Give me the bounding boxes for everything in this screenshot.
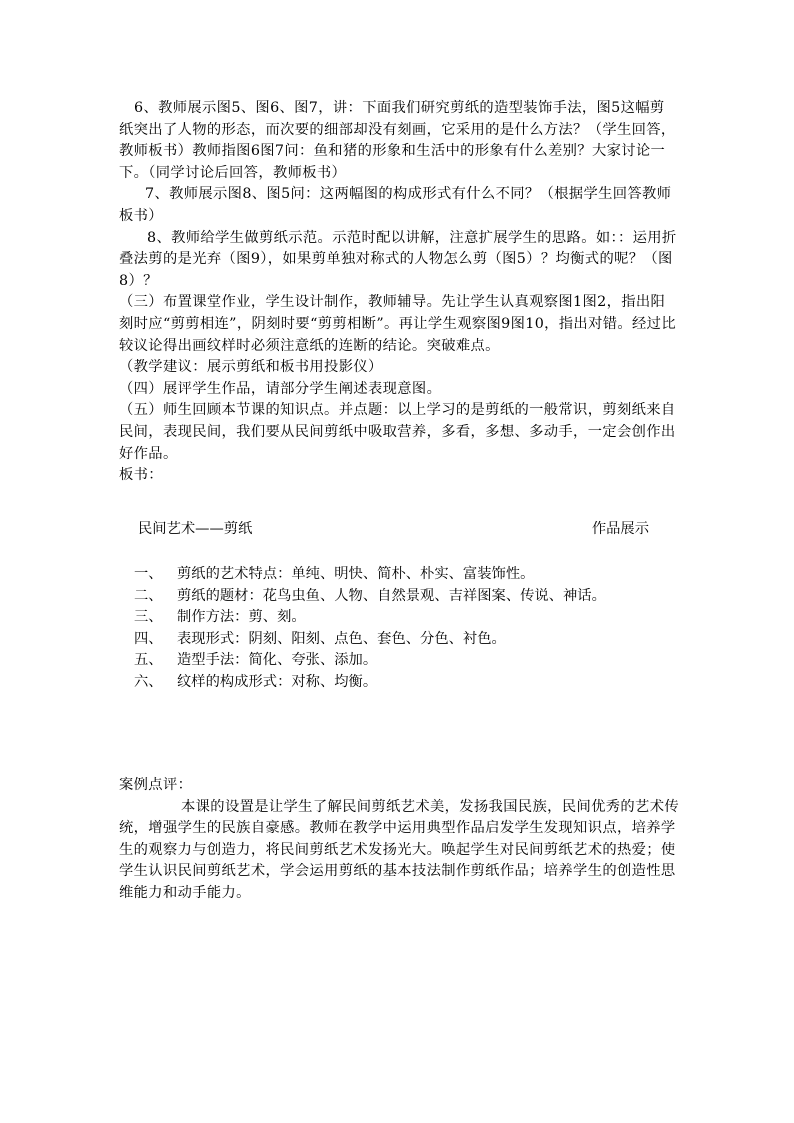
board-list (134, 564, 674, 693)
list-item (134, 650, 674, 672)
paragraph-part-5: （五）师生回顾本节课的知识点。并点题：以上学习的是剪纸的一般常识，剪刻纸来自民间，表现民间，我们要从民间剪纸中吸取营养，多看，多想、多动手，一定会创作出好作品。 (119, 402, 676, 462)
list-item-text: 造型手法：简化、夸张、添加。 (177, 652, 378, 668)
review-heading: 案例点评： (119, 777, 193, 793)
paragraph-part-3: （三）布置课堂作业，学生设计制作，教师辅导。先让学生认真观察图1图2，指出阳刻时应“剪剪相连”，阴刻时要“剪剪相断”。再让学生观察图9图10，指出对错。经过比较议论得出画纹样时必须注意纸的连断的结论。突破难点。 (119, 294, 676, 354)
list-item-number: 六、 (134, 673, 163, 690)
list-item (134, 629, 674, 651)
paragraph-part-4: （四）展评学生作品，请部分学生阐述表现意图。 (119, 380, 442, 397)
list-item-number: 五、 (134, 652, 163, 668)
case-review (119, 775, 679, 905)
paragraph-step-7: 7、教师展示图8、图5问：这两幅图的构成形式有什么不同？（根据学生回答教师板书） (119, 186, 672, 224)
paragraph-step-6: 6、教师展示图5、图6、图7，讲：下面我们研究剪纸的造型装饰手法，图5这幅剪纸突出了人物的形态，而次要的细部却没有刻画，它采用的是什么方法？（学生回答，教师板书）教师指图6图7问：鱼和猪的形象和生活中的形象有什么差别？大家讨论一下。（同学讨论后回答，教师板书） (119, 100, 676, 181)
list-item-number: 四、 (134, 630, 163, 647)
board-showcase-label: 作品展示 (591, 521, 649, 537)
lesson-steps (119, 98, 679, 487)
list-item-number: 三、 (134, 609, 163, 625)
list-item-text: 表现形式：阴刻、阳刻、点色、套色、分色、衬色。 (177, 630, 506, 647)
list-item (134, 607, 674, 629)
list-item-number: 一、 (134, 566, 163, 582)
list-item-text: 制作方法：剪、刻。 (177, 609, 306, 625)
board-title-row (133, 518, 653, 540)
list-item (134, 564, 674, 586)
list-item (134, 672, 674, 694)
review-body: 本课的设置是让学生了解民间剪纸艺术美，发扬我国民族，民间优秀的艺术传统，增强学生的民族自豪感。教师在教学中运用典型作品启发学生发现知识点，培养学生的观察力与创造力，将民间剪纸艺术发扬光大。唤起学生对民间剪纸艺术的热爱；使学生认识民间剪纸艺术，学会运用剪纸的基本技法制作剪纸作品；培养学生的创造性思维能力和动手能力。 (119, 798, 679, 901)
list-item-text: 剪纸的题材：花鸟虫鱼、人物、自然景观、吉祥图案、传说、神话。 (177, 587, 606, 604)
paragraph-teaching-tip: （教学建议：展示剪纸和板书用投影仪） (119, 359, 383, 376)
paragraph-step-8: 8、教师给学生做剪纸示范。示范时配以讲解，注意扩展学生的思路。如：：运用折叠法剪的是光弃（图9），如果剪单独对称式的人物怎么剪（图5）？均衡式的呢？（图8）？ (119, 229, 677, 289)
list-item-number: 二、 (134, 587, 163, 604)
list-item-text: 纹样的构成形式：对称、均衡。 (177, 673, 378, 690)
list-item (134, 586, 674, 608)
list-item-text: 剪纸的艺术特点：单纯、明快、简朴、朴实、富装饰性。 (177, 566, 535, 582)
board-heading: 板书： (119, 467, 163, 484)
board-title: 民间艺术——剪纸 (138, 521, 253, 537)
